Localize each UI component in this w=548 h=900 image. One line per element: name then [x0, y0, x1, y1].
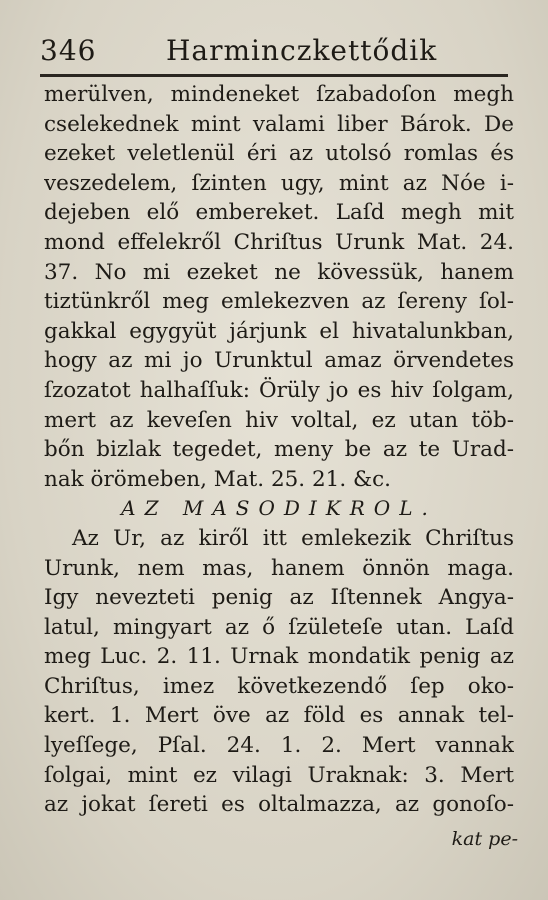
body-text: [44, 80, 514, 820]
text-line: lyeſſege, Pſal. 24. 1. 2. Mert vannak: [44, 733, 514, 759]
text-line: gakkal egygyüt járjunk el hivatalunkban,: [44, 318, 514, 344]
text-line: cselekednek mint valami liber Bárok. De: [44, 111, 514, 137]
text-line: tiztünkről meg emlekezven az ſereny ſol-: [44, 289, 514, 315]
section-heading: AZ MASODIKROL.: [121, 496, 437, 521]
catchword: kat pe-: [451, 828, 518, 850]
text-line: Chriſtus, imez következendő ſep oko-: [44, 673, 514, 699]
text-line: Az Ur, az kiről itt emlekezik Chriſtus: [72, 525, 514, 551]
text-line: ezeket veletlenül éri az utolsó romlas és: [44, 141, 514, 167]
page-header: [36, 30, 516, 74]
header-rule: [40, 74, 508, 77]
text-line: veszedelem, ſzinten ugy, mint az Nóe i-: [44, 170, 514, 196]
text-line: meg Luc. 2. 11. Urnak mondatik penig az: [44, 644, 514, 670]
text-line: ſzozatot halhaſſuk: Örüly jo es hiv ſolgam,: [44, 377, 514, 403]
text-line: kert. 1. Mert öve az föld es annak tel-: [44, 703, 514, 729]
running-head: Harminczkettődik: [166, 34, 438, 67]
text-line: dejeben elő embereket. Laſd megh mit: [44, 200, 514, 226]
text-line: hogy az mi jo Urunktul amaz örvendetes: [44, 348, 514, 374]
text-line: merülven, mindeneket ſzabadoſon megh: [44, 82, 514, 107]
text-line: latul, mingyart az ő ſzületeſe utan. Laſd: [44, 614, 514, 640]
text-line: bőn bizlak tegedet, meny be az te Urad-: [44, 437, 514, 463]
text-line: Urunk, nem mas, hanem önnön maga.: [44, 555, 514, 581]
text-line: az jokat ſereti es oltalmazza, az gonoſo-: [44, 792, 514, 818]
text-line: Igy nevezteti penig az Iſtennek Angya-: [44, 585, 514, 611]
text-line: mond effelekről Chriſtus Urunk Mat. 24.: [44, 229, 514, 255]
page-number: 346: [40, 34, 97, 67]
text-line: ſolgai, mint ez vilagi Uraknak: 3. Mert: [44, 762, 514, 788]
text-line: nak örömeben, Mat. 25. 21. &c.: [44, 466, 392, 492]
text-line: mert az keveſen hiv voltal, ez utan töb-: [44, 407, 514, 433]
text-line: 37. No mi ezeket ne kövessük, hanem: [44, 259, 514, 285]
